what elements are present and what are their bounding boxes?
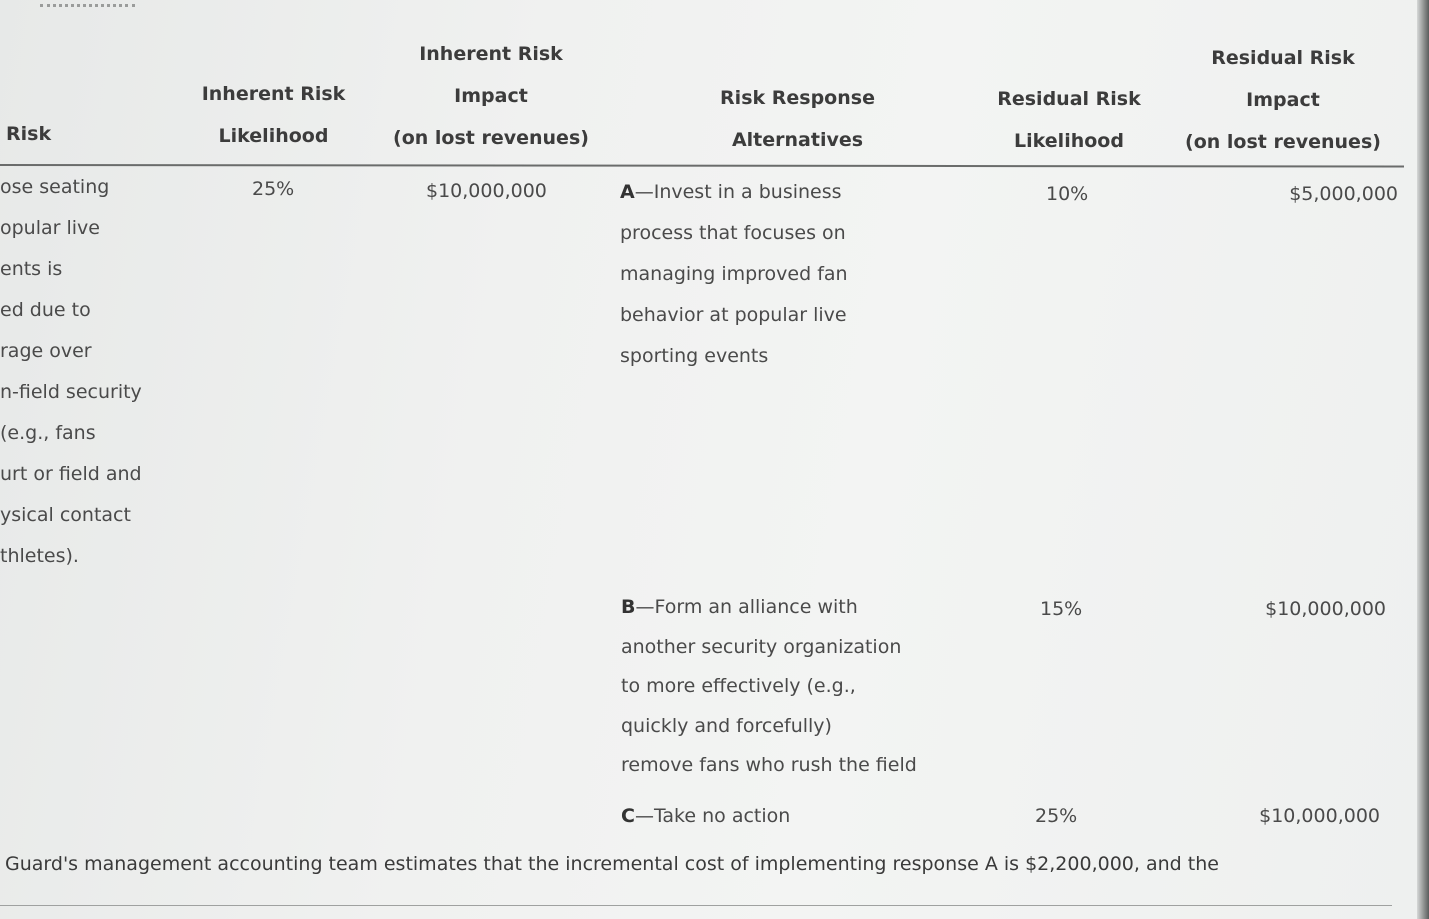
residual-impact-b: $10,000,000 — [1265, 598, 1386, 620]
header-residual-likelihood: Residual Risk Likelihood — [997, 88, 1141, 152]
response-b — [621, 588, 917, 786]
risk-line: urt or field and — [0, 463, 142, 485]
response-line: another security organization — [621, 635, 902, 658]
risk-line: ents is — [0, 258, 63, 280]
response-line: remove fans who rush the field — [621, 754, 917, 776]
response-line: managing improved fan — [620, 263, 848, 285]
header-risk: Risk — [6, 123, 52, 145]
response-a — [620, 172, 848, 377]
cropped-text-fragment — [40, 0, 135, 7]
residual-likelihood-c: 25% — [1035, 805, 1078, 827]
residual-likelihood-b: 15% — [1040, 598, 1083, 620]
risk-line: (e.g., fans — [0, 422, 96, 444]
residual-impact-c: $10,000,000 — [1259, 805, 1380, 827]
risk-line: ed due to — [0, 299, 91, 321]
response-line: B—Form an alliance with — [621, 596, 858, 618]
response-line: to more effectively (e.g., — [621, 675, 856, 697]
response-line: quickly and forcefully) — [621, 714, 832, 737]
header-risk-response: Risk Response Alternatives — [720, 87, 875, 151]
response-letter: C — [621, 805, 635, 827]
response-line: behavior at popular live — [620, 304, 847, 326]
header-inherent-likelihood: Inherent Risk Likelihood — [201, 83, 346, 147]
response-letter: B — [621, 596, 636, 618]
bottom-divider — [0, 905, 1392, 906]
risk-line: thletes). — [0, 545, 79, 567]
response-line: sporting events — [620, 345, 769, 367]
response-letter: A — [620, 181, 635, 203]
response-line: process that focuses on — [620, 222, 846, 244]
header-divider — [0, 164, 1404, 167]
residual-impact-a: $5,000,000 — [1289, 183, 1398, 205]
footer-paragraph: Guard's management accounting team estimates that the incremental cost of implementing response A is $2,200,000, and the — [5, 853, 1219, 875]
risk-description — [0, 167, 142, 577]
risk-line: n-field security — [0, 381, 142, 403]
response-line: A—Invest in a business — [620, 181, 842, 203]
response-c: C—Take no action — [621, 805, 791, 827]
risk-line: opular live — [0, 217, 100, 239]
residual-likelihood-a: 10% — [1046, 183, 1089, 205]
risk-line: ose seating — [0, 176, 110, 198]
inherent-likelihood-value: 25% — [252, 178, 295, 200]
risk-line: ysical contact — [0, 504, 131, 526]
screen-edge-shadow — [1417, 0, 1429, 919]
risk-line: rage over — [0, 340, 92, 362]
header-residual-impact: Residual Risk Impact (on lost revenues) — [1185, 47, 1381, 153]
header-inherent-impact: Inherent Risk Impact (on lost revenues) — [393, 43, 589, 149]
inherent-impact-value: $10,000,000 — [426, 180, 547, 202]
